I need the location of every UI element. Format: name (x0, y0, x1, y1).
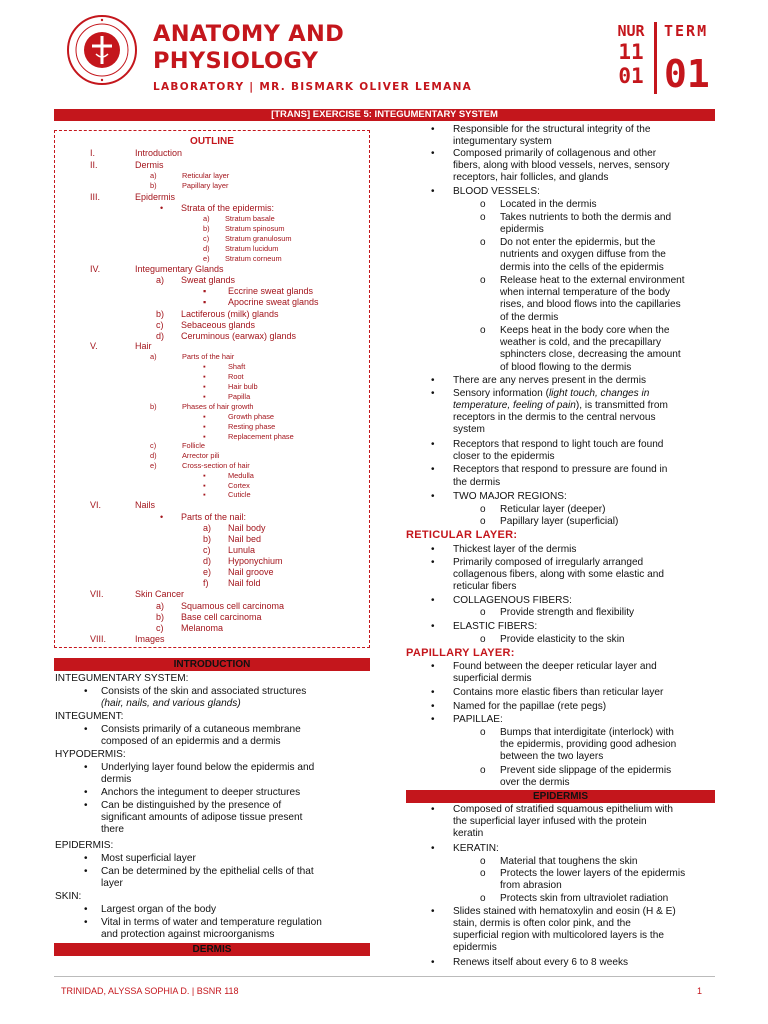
body-text-line: Most superficial layer (101, 853, 196, 864)
bullet-icon: • (84, 866, 88, 877)
body-text-line: HYPODERMIS: (55, 749, 126, 760)
outline-item-number: b) (150, 181, 157, 190)
bullet-icon: o (480, 516, 486, 527)
outline-item-number: VI. (90, 500, 102, 510)
body-text-line: INTEGUMENTARY SYSTEM: (55, 673, 189, 684)
body-text-line: receptors, hair follicles, and glands (453, 172, 609, 183)
body-text-line: Papillary layer (superficial) (500, 516, 619, 527)
outline-item-number: ▪ (203, 286, 207, 296)
outline-item-number: d) (156, 331, 165, 341)
outline-item-number: ▪ (203, 432, 206, 441)
page-number: 1 (697, 986, 703, 996)
bullet-icon: o (480, 727, 486, 738)
outline-item-text: Parts of the hair (182, 352, 235, 361)
outline-item-text: Shaft (228, 362, 246, 371)
outline-item-text: Stratum corneum (225, 254, 282, 263)
outline-item-text: Dermis (135, 160, 164, 170)
body-text-line: epidermis (453, 942, 497, 953)
body-text-line: Receptors that respond to light touch are found (453, 439, 664, 450)
body-text-line: the superficial layer infused with the protein (453, 816, 647, 827)
outline-item-text: Follicle (182, 441, 205, 450)
body-text-line: closer to the epidermis (453, 451, 555, 462)
body-text-line: from abrasion (500, 880, 562, 891)
outline-item-number: d) (203, 244, 210, 253)
bullet-icon: o (480, 504, 486, 515)
bullet-icon: o (480, 275, 486, 286)
outline-item-number: b) (203, 534, 212, 544)
bullet-icon: • (431, 544, 435, 555)
body-text-line: PAPILLAE: (453, 714, 503, 725)
outline-item-number: c) (156, 320, 164, 330)
body-text-line: stain, dermis is often color pink, and the (453, 918, 631, 929)
outline-item-text: Lactiferous (milk) glands (181, 309, 279, 319)
body-text-line: Takes nutrients to both the dermis and (500, 212, 672, 223)
body-text-line: Prevent side slippage of the epidermis (500, 765, 672, 776)
body-text-line: Found between the deeper reticular layer and (453, 661, 657, 672)
bullet-icon: • (431, 148, 435, 159)
outline-item-text: Resting phase (228, 422, 276, 431)
dermis-heading: DERMIS (54, 943, 370, 956)
body-text-line: Consists primarily of a cutaneous membrane (101, 724, 301, 735)
body-text-line: INTEGUMENT: (55, 711, 124, 722)
body-text-line: Material that toughens the skin (500, 856, 638, 867)
body-text-line: of blood flowing to the dermis (500, 362, 632, 373)
outline-item-text: Epidermis (135, 192, 176, 202)
outline-item-text: Images (135, 634, 165, 644)
bullet-icon: • (84, 787, 88, 798)
outline-item-text: Stratum basale (225, 214, 275, 223)
outline-item-text: Base cell carcinoma (181, 612, 262, 622)
bullet-icon: • (431, 186, 435, 197)
body-text-line: sphincters close, decreasing the amount (500, 349, 681, 360)
body-text-line: Protects skin from ultraviolet radiation (500, 893, 669, 904)
body-text-line: ELASTIC FIBERS: (453, 621, 538, 632)
outline-item-text: Integumentary Glands (135, 264, 224, 274)
outline-item-number: f) (203, 578, 209, 588)
outline-item-number: ▪ (203, 382, 206, 391)
body-text-line: EPIDERMIS: (55, 840, 114, 851)
outline-item-number: VII. (90, 589, 104, 599)
outline-item-text: Lunula (228, 545, 256, 555)
outline-item-number: ▪ (203, 490, 206, 499)
bullet-icon: • (431, 439, 435, 450)
outline-item-number: VIII. (90, 634, 107, 644)
body-text-line: system (453, 424, 485, 435)
body-text-line: Named for the papillae (rete pegs) (453, 701, 607, 712)
bullet-icon: o (480, 325, 486, 336)
introduction-heading: INTRODUCTION (54, 658, 370, 671)
outline-item-number: a) (156, 601, 165, 611)
outline-item-number: b) (156, 309, 165, 319)
body-text-line: Consists of the skin and associated structures (101, 686, 307, 697)
outline-item-number: • (160, 203, 164, 213)
outline-item-text: Phases of hair growth (182, 402, 254, 411)
outline-item-number: c) (156, 623, 164, 633)
body-text-line: when internal temperature of the body (500, 287, 671, 298)
bullet-icon: • (84, 853, 88, 864)
body-text-line: Provide elasticity to the skin (500, 634, 625, 645)
body-text-line: Reticular layer (deeper) (500, 504, 606, 515)
outline-item-number: c) (203, 234, 210, 243)
outline-item-text: Stratum granulosum (225, 234, 292, 243)
outline-item-text: Ceruminous (earwax) glands (181, 331, 297, 341)
outline-item-text: Reticular layer (182, 171, 230, 180)
outline-item-text: Nail body (228, 523, 266, 533)
bullet-icon: o (480, 856, 486, 867)
body-text-line: BLOOD VESSELS: (453, 186, 540, 197)
outline-item-number: d) (150, 451, 157, 460)
outline-item-number: a) (203, 214, 210, 223)
body-text-line: COLLAGENOUS FIBERS: (453, 595, 572, 606)
bullet-icon: • (431, 701, 435, 712)
outline-item-number: II. (90, 160, 98, 170)
body-text-line: of the dermis (500, 312, 559, 323)
bullet-icon: • (84, 686, 88, 697)
bullet-icon: • (431, 687, 435, 698)
bullet-icon: • (431, 843, 435, 854)
outline-item-text: Papillary layer (182, 181, 229, 190)
bullet-icon: • (431, 375, 435, 386)
body-text-line: nutrients and oxygen diffuse from the (500, 249, 666, 260)
outline-item-text: Hair bulb (228, 382, 258, 391)
body-text-line: Primarily composed of irregularly arranged (453, 557, 644, 568)
outline-item-number: b) (156, 612, 165, 622)
body-text-line: Protects the lower layers of the epidermis (500, 868, 686, 879)
outline-item-number: ▪ (203, 412, 206, 421)
body-text-line: epidermis (500, 224, 544, 235)
body-text-line: Provide strength and flexibility (500, 607, 635, 618)
body-text-line: weather is cold, and the precapillary (500, 337, 662, 348)
body-text-line: over the dermis (500, 777, 570, 788)
outline-item-number: IV. (90, 264, 101, 274)
body-text-line: There are any nerves present in the dermis (453, 375, 646, 386)
outline-item-number: ▪ (203, 422, 206, 431)
bullet-icon: o (480, 237, 486, 248)
outline-item-text: Sweat glands (181, 275, 236, 285)
bullet-icon: • (84, 917, 88, 928)
outline-item-number: c) (203, 545, 211, 555)
outline-item-text: Cortex (228, 481, 250, 490)
outline-item-number: d) (203, 556, 212, 566)
footer-divider (54, 976, 715, 977)
outline-item-text: Cross-section of hair (182, 461, 250, 470)
body-text-line: Largest organ of the body (101, 904, 217, 915)
outline-item-text: Introduction (135, 148, 183, 158)
body-text-line: Vital in terms of water and temperature regulation (101, 917, 322, 928)
body-text-line: Keeps heat in the body core when the (500, 325, 670, 336)
outline-item-text: Nail fold (228, 578, 261, 588)
body-text-line (453, 400, 668, 412)
bullet-icon: o (480, 893, 486, 904)
outline-item-text: Strata of the epidermis: (181, 203, 275, 213)
bullet-icon: o (480, 765, 486, 776)
body-text-line (453, 388, 649, 400)
bullet-icon: o (480, 199, 486, 210)
text-span: ), is transmitted from (575, 400, 668, 411)
body-text-line: Renews itself about every 6 to 8 weeks (453, 957, 629, 968)
outline-item-text: Melanoma (181, 623, 224, 633)
body-text-line: receptors in the dermis to the central nervous (453, 412, 656, 423)
body-text-line: Thickest layer of the dermis (453, 544, 577, 555)
course-code: NUR (617, 22, 645, 40)
outline-item-number: ▪ (203, 372, 206, 381)
outline-item-number: a) (150, 171, 157, 180)
outline-box (54, 130, 370, 648)
bullet-icon: • (431, 714, 435, 725)
outline-item-number: • (160, 512, 164, 522)
body-text-line: Receptors that respond to pressure are found in (453, 464, 668, 475)
body-text-line: Can be distinguished by the presence of (101, 800, 282, 811)
outline-item-number: V. (90, 341, 98, 351)
outline-item-number: a) (150, 352, 157, 361)
bullet-icon: • (431, 491, 435, 502)
bullet-icon: • (431, 557, 435, 568)
outline-item-text: Hyponychium (228, 556, 283, 566)
bullet-icon: • (84, 800, 88, 811)
university-seal-icon (66, 14, 138, 86)
bullet-icon: • (431, 804, 435, 815)
outline-item-text: Growth phase (228, 412, 275, 421)
text-span-italic: light touch, changes in (548, 388, 650, 399)
outline-item-number: b) (203, 224, 210, 233)
outline-item-text: Squamous cell carcinoma (181, 601, 285, 611)
outline-item-text: Root (228, 372, 244, 381)
outline-item-number: ▪ (203, 297, 207, 307)
course-number-1: 11 (618, 40, 644, 64)
outline-item-number: ▪ (203, 471, 206, 480)
outline-item-text: Cuticle (228, 490, 251, 499)
outline-item-number: ▪ (203, 392, 206, 401)
outline-item-number: I. (90, 148, 96, 158)
body-text-line: integumentary system (453, 136, 552, 147)
body-text-line: superficial region with multicolored layers is the (453, 930, 664, 941)
epidermis-heading: EPIDERMIS (406, 790, 715, 803)
body-text-line: Underlying layer found below the epidermis and (101, 762, 315, 773)
body-text-line: between the two layers (500, 751, 604, 762)
outline-title: OUTLINE (190, 136, 234, 147)
body-text-line: TWO MAJOR REGIONS: (453, 491, 567, 502)
bullet-icon: o (480, 212, 486, 223)
body-text-line: the epidermis, providing good adhesion (500, 739, 677, 750)
outline-item-text: Medulla (228, 471, 254, 480)
body-text-line: Release heat to the external environment (500, 275, 685, 286)
course-number-2: 01 (618, 64, 644, 88)
outline-item-number: e) (203, 567, 212, 577)
bullet-icon: • (84, 724, 88, 735)
bullet-icon: • (431, 957, 435, 968)
body-text-line: fibers, along with blood vessels, nerves, sensory (453, 160, 670, 171)
body-text-line: (hair, nails, and various glands) (101, 698, 241, 709)
bullet-icon: • (431, 661, 435, 672)
body-text-line: significant amounts of adipose tissue present (101, 812, 303, 823)
term-label: TERM (664, 22, 709, 40)
outline-item-text: Stratum spinosum (225, 224, 285, 233)
document-title: ANATOMY AND PHYSIOLOGY (153, 21, 345, 74)
footer-author: TRINIDAD, ALYSSA SOPHIA D. | BSNR 118 (61, 986, 239, 996)
outline-item-number: III. (90, 192, 101, 202)
body-text-line: Located in the dermis (500, 199, 597, 210)
body-text-line: reticular fibers (453, 581, 517, 592)
bullet-icon: • (431, 124, 435, 135)
outline-item-text: Skin Cancer (135, 589, 185, 599)
body-text-line: dermis into the cells of the epidermis (500, 262, 664, 273)
bullet-icon: • (431, 906, 435, 917)
body-text-line: the dermis (453, 477, 501, 488)
body-text-line: Do not enter the epidermis, but the (500, 237, 656, 248)
outline-item-text: Nails (135, 500, 156, 510)
body-text-line: Slides stained with hematoxylin and eosin (H & E) (453, 906, 676, 917)
outline-item-text: Eccrine sweat glands (228, 286, 314, 296)
bullet-icon: o (480, 868, 486, 879)
body-text-line: collagenous fibers, along with some elastic and (453, 569, 664, 580)
body-text-line: layer (101, 878, 123, 889)
body-text-line: and protection against microorganisms (101, 929, 275, 940)
text-span: Sensory information ( (453, 388, 549, 399)
bullet-icon: • (431, 388, 435, 399)
papillary-layer-heading: PAPILLARY LAYER: (406, 647, 515, 659)
bullet-icon: • (431, 464, 435, 475)
body-text-line: dermis (101, 774, 132, 785)
outline-item-text: Sebaceous glands (181, 320, 256, 330)
outline-item-number: e) (203, 254, 210, 263)
body-text-line: Bumps that interdigitate (interlock) with (500, 727, 674, 738)
bullet-icon: o (480, 634, 486, 645)
outline-item-number: ▪ (203, 362, 206, 371)
body-text-line: Responsible for the structural integrity of the (453, 124, 651, 135)
text-span-italic: temperature, feeling of pain (453, 400, 576, 411)
body-text-line: Anchors the integument to deeper structures (101, 787, 301, 798)
body-text-line: Composed primarily of collagenous and other (453, 148, 657, 159)
outline-item-text: Replacement phase (228, 432, 294, 441)
outline-item-number: ▪ (203, 481, 206, 490)
outline-item-text: Nail groove (228, 567, 274, 577)
outline-item-number: a) (156, 275, 165, 285)
outline-item-text: Nail bed (228, 534, 262, 544)
outline-item-text: Apocrine sweat glands (228, 297, 319, 307)
outline-item-number: e) (150, 461, 157, 470)
document-subtitle: LABORATORY | MR. BISMARK OLIVER LEMANA (153, 81, 473, 93)
bullet-icon: • (84, 762, 88, 773)
outline-item-number: c) (150, 441, 157, 450)
term-number: 01 (664, 52, 710, 96)
bullet-icon: • (431, 621, 435, 632)
bullet-icon: • (431, 595, 435, 606)
outline-item-number: a) (203, 523, 212, 533)
outline-item-text: Arrector pili (182, 451, 220, 460)
body-text-line: rises, and blood flows into the capillaries (500, 299, 681, 310)
trans-title-bar: [TRANS] EXERCISE 5: INTEGUMENTARY SYSTEM (54, 109, 715, 121)
body-text-line: SKIN: (55, 891, 82, 902)
body-text-line: there (101, 824, 125, 835)
body-text-line: KERATIN: (453, 843, 499, 854)
bullet-icon: • (84, 904, 88, 915)
body-text-line: Composed of stratified squamous epithelium with (453, 804, 673, 815)
reticular-layer-heading: RETICULAR LAYER: (406, 529, 518, 541)
outline-item-text: Stratum lucidum (225, 244, 279, 253)
outline-item-number: b) (150, 402, 157, 411)
body-text-line: Can be determined by the epithelial cells of that (101, 866, 314, 877)
body-text-line: composed of an epidermis and a dermis (101, 736, 281, 747)
divider (654, 22, 657, 94)
body-text-line: keratin (453, 828, 484, 839)
outline-item-text: Papilla (228, 392, 251, 401)
outline-item-text: Parts of the nail: (181, 512, 247, 522)
bullet-icon: o (480, 607, 486, 618)
outline-item-text: Hair (135, 341, 152, 351)
body-text-line: superficial dermis (453, 673, 532, 684)
body-text-line: Contains more elastic fibers than reticular layer (453, 687, 664, 698)
